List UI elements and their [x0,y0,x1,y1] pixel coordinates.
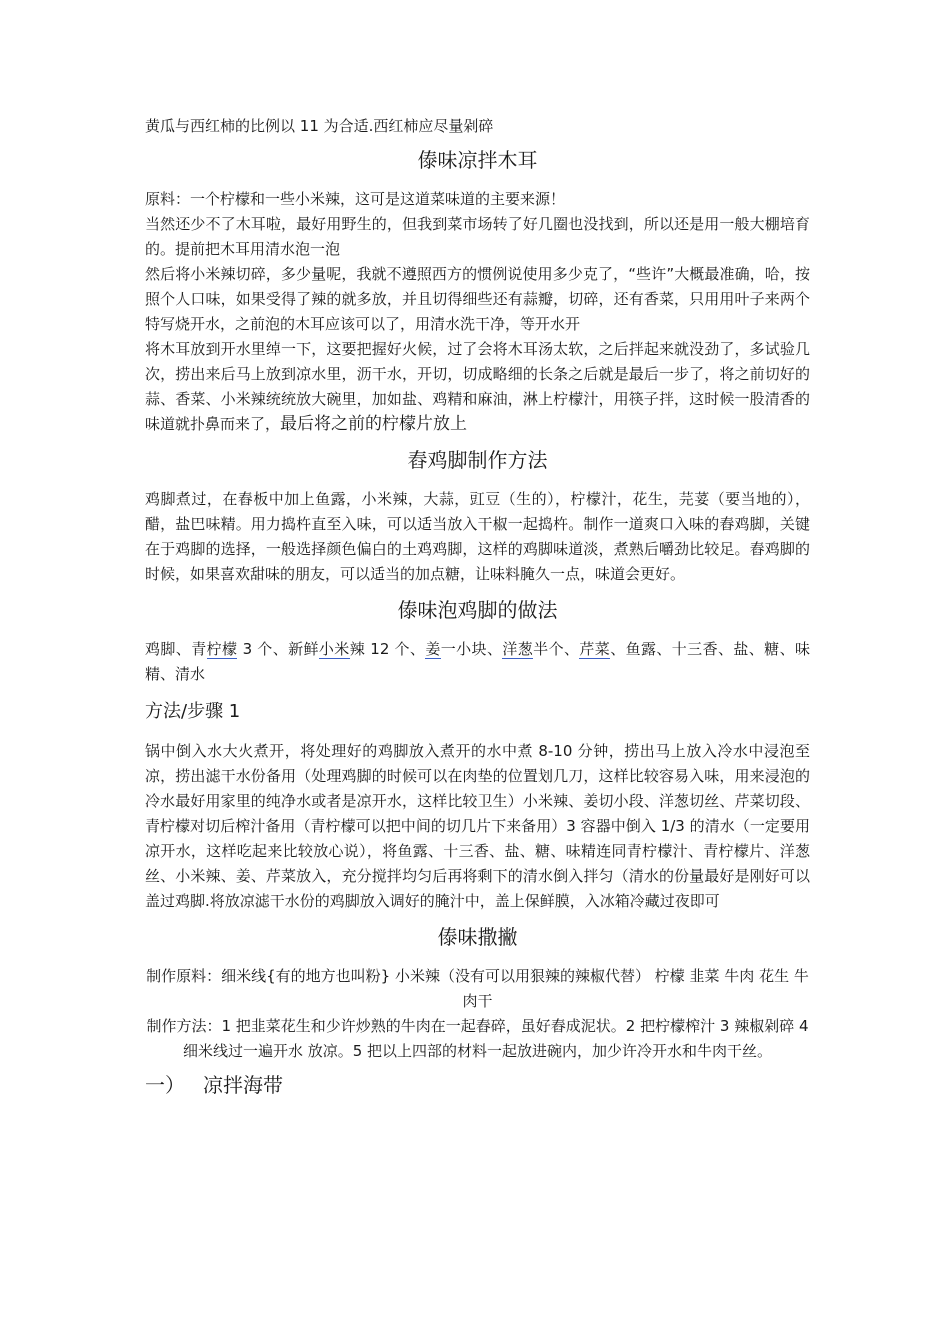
paojijiao-ingredients [145,637,810,687]
muer-paragraph-3: 然后将小米辣切碎，多少量呢，我就不遵照西方的惯例说使用多少克了，“些许”大概最准确，哈，按照个人口味，如果受得了辣的就多放，并且切得细些还有蒜瓣，切碎，还有香菜，只用用叶子来两个特写烧开水，之前泡的木耳应该可以了，用清水洗干净，等开水开 [145,265,810,333]
step-title: 方法/步骤 1 [145,701,241,722]
section-title-paojijiao: 傣味泡鸡脚的做法 [397,598,558,622]
sapie-method: 制作方法：1 把韭菜花生和少许炒熟的牛肉在一起舂碎，虽好舂成泥状。2 把柠檬榨汁 3 辣椒剁碎 4 细米线过一遍开水 放凉。5 把以上四部的材料一起放进碗内，加少许冷开水和牛肉干丝。 [146,1017,809,1060]
muer-paragraph-4-end: 最后将之前的柠檬片放上 [280,414,468,434]
ing-text: 、鱼露、十三香、盐、糖、味精、清水 [145,640,810,683]
ing-link-ningmeng[interactable]: 柠檬 [206,640,238,658]
section-number: 一） [145,1073,185,1097]
section-title-jijiao: 舂鸡脚制作方法 [407,448,548,472]
ing-link-xiaomi[interactable]: 小米 [318,640,350,658]
muer-paragraph-4 [145,337,810,437]
ing-text: 辣 12 个、 [349,640,426,658]
ing-text: 一小块、 [440,640,503,658]
sapie-ingredients: 制作原料：细米线{有的地方也叫粉} 小米辣（没有可以用狠辣的辣椒代替） 柠檬 韭菜 牛肉 花生 牛肉干 [146,967,809,1010]
ing-text: 半个、 [533,640,580,658]
ing-text: 鸡脚、青 [145,640,207,658]
muer-paragraph-2: 当然还少不了木耳啦，最好用野生的，但我到菜市场转了好几圈也没找到，所以还是用一般大棚培育的。提前把木耳用清水泡一泡 [145,215,810,258]
muer-paragraph-4-text: 将木耳放到开水里绰一下，这要把握好火候，过了会将木耳汤太软，之后拌起来就没劲了，多试验几次，捞出来后马上放到凉水里，沥干水，开切，切成略细的长条之后就是最后一步了，将之前切好的蒜、香菜、小米辣统统放大碗里，加如盐、鸡精和麻油，淋上柠檬汁，用筷子拌，这时候一股清香的味道就扑鼻而来了， [145,340,810,433]
jijiao-paragraph: 鸡脚煮过，在舂板中加上鱼露，小米辣，大蒜，豇豆（生的），柠檬汁，花生，芫荽（要当地的），醋，盐巴味精。用力捣杵直至入味，可以适当放入干椒一起捣杵。制作一道爽口入味的舂鸡脚，关键在于鸡脚的选择，一般选择颜色偏白的土鸡鸡脚，这样的鸡脚味道淡，煮熟后嚼劲比较足。舂鸡脚的时候，如果喜欢甜味的朋友，可以适当的加点糖，让味料腌久一点，味道会更好。 [145,490,810,583]
section-title-muer: 傣味凉拌木耳 [417,148,538,172]
ing-link-yangcong[interactable]: 洋葱 [502,640,534,658]
lead-line: 黄瓜与西红柿的比例以 11 为合适.西红柿应尽量剁碎 [145,117,494,135]
section-title-text: 凉拌海带 [203,1073,283,1097]
ing-link-qincai[interactable]: 芹菜 [579,640,611,658]
section-title-sapie: 傣味撒撇 [437,925,518,949]
document-content [145,114,810,1100]
muer-paragraph-1: 原料：一个柠檬和一些小米辣，这可是这道菜味道的主要来源！ [145,190,566,208]
section-title-haidai [145,1070,810,1100]
ing-text: 3 个、新鲜 [237,640,319,658]
ing-link-jiang[interactable]: 姜 [425,640,441,658]
step-body: 锅中倒入水大火煮开，将处理好的鸡脚放入煮开的水中煮 8-10 分钟，捞出马上放入冷水中浸泡至凉，捞出滤干水份备用（处理鸡脚的时候可以在肉垫的位置划几刀，这样比较容易入味，用来浸泡的冷水最好用家里的纯净水或者是凉开水，这样比较卫生）小米辣、姜切小段、洋葱切丝、芹菜切段、青柠檬对切后榨汁备用（青柠檬可以把中间的切几片下来备用）3 容器中倒入 1/3 的清水（一定要用凉开水，这样吃起来比较放心说），将鱼露、十三香、盐、糖、味精连同青柠檬汁、青柠檬片、洋葱丝、小米辣、姜、芹菜放入，充分搅拌均匀后再将剩下的清水倒入拌匀（清水的份量最好是刚好可以盖过鸡脚.将放凉滤干水份的鸡脚放入调好的腌汁中，盖上保鲜膜，入冰箱冷藏过夜即可 [145,742,810,910]
